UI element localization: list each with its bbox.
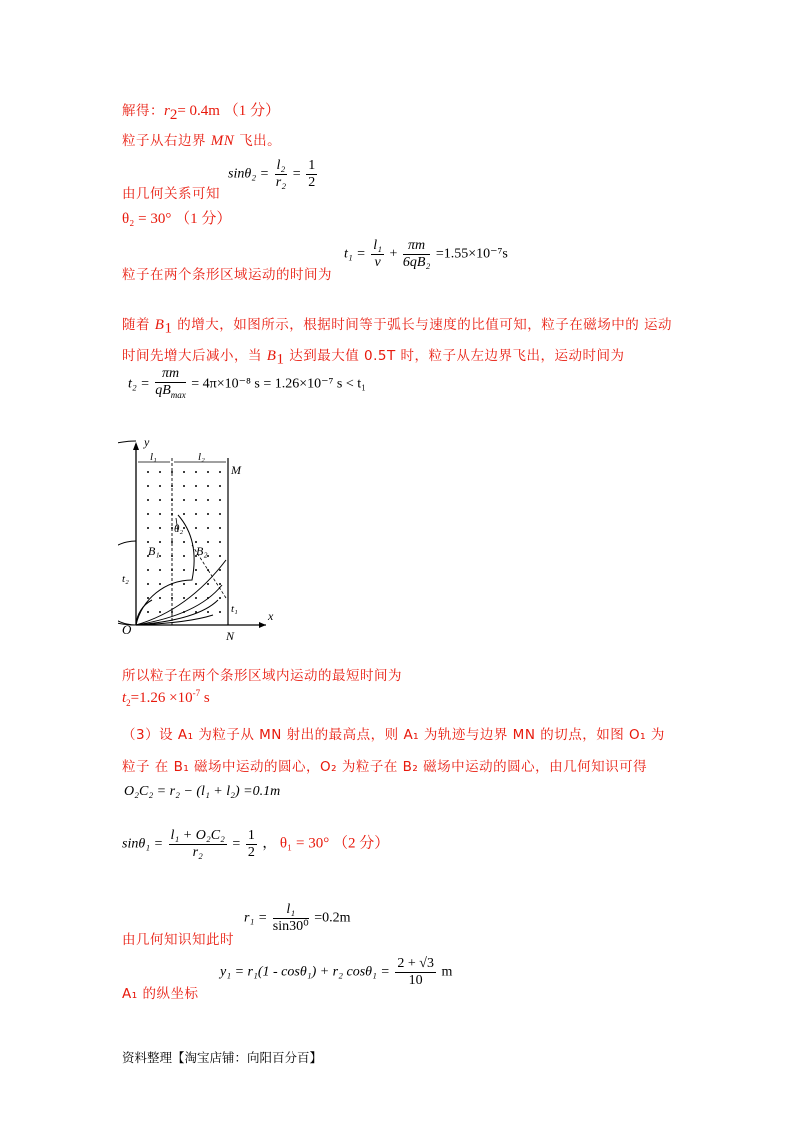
label-l2: l₂ bbox=[198, 451, 205, 463]
label-y: y bbox=[144, 435, 150, 449]
field-dot bbox=[183, 583, 185, 585]
field-dot bbox=[207, 583, 209, 585]
field-dot bbox=[171, 541, 173, 543]
field-dot bbox=[195, 597, 197, 599]
field-dot bbox=[159, 583, 161, 585]
y-axis-arrow bbox=[133, 442, 139, 450]
field-dot bbox=[207, 611, 209, 613]
field-dot bbox=[207, 499, 209, 501]
field-dot bbox=[147, 583, 149, 585]
label-t2: t₂ bbox=[122, 573, 129, 585]
field-dot bbox=[207, 485, 209, 487]
field-dot bbox=[183, 485, 185, 487]
a1-label: A₁ 的纵坐标 bbox=[122, 986, 199, 1002]
field-dot bbox=[195, 471, 197, 473]
field-dot bbox=[207, 541, 209, 543]
min-time-label: 所以粒子在两个条形区域内运动的最短时间为 bbox=[122, 668, 402, 684]
equation-r1: r₁ = $\frac{\text{l₁}}{\text{sin30⁰}}$ =0.2m bbox=[244, 902, 351, 934]
field-dot bbox=[159, 541, 161, 543]
field-dot bbox=[159, 499, 161, 501]
field-dot bbox=[195, 485, 197, 487]
field-dot bbox=[195, 513, 197, 515]
label-b2: B₂ bbox=[196, 544, 208, 558]
field-dot bbox=[183, 471, 185, 473]
field-dot bbox=[195, 569, 197, 571]
field-dot bbox=[147, 471, 149, 473]
field-dot bbox=[159, 611, 161, 613]
footer-text: 资料整理【淘宝店铺：向阳百分百】 bbox=[122, 1050, 323, 1065]
field-dot bbox=[219, 569, 221, 571]
field-dot bbox=[195, 499, 197, 501]
field-dot bbox=[171, 611, 173, 613]
field-dot bbox=[219, 485, 221, 487]
x-axis-arrow bbox=[259, 622, 266, 628]
geometry-label-2: 由几何知识知此时 bbox=[122, 932, 234, 948]
equation-t2: t₂ = $\frac{\pi m}{qB_{max}}$ = 4π×10⁻⁸ s = 1.26×10⁻⁷ s < t₁ bbox=[128, 366, 367, 400]
field-dot bbox=[147, 541, 149, 543]
paragraph-3-line2: 粒子 在 B₁ 磁场中运动的圆心，O₂ 为粒子在 B₂ 磁场中运动的圆心，由几何知识可得 bbox=[122, 759, 648, 775]
label-n: N bbox=[226, 629, 235, 643]
label-x: x bbox=[268, 609, 274, 623]
theta2-result: θ₂ = 30° （1 分） bbox=[122, 211, 232, 227]
field-dot bbox=[159, 471, 161, 473]
field-dot bbox=[147, 499, 149, 501]
field-dot bbox=[219, 527, 221, 529]
equation-t1: t₁ = $\frac{\text{l₁}}{v}$ + $\frac{\pi m}{\text{6qB₂}}$ =1.55×10⁻⁷s bbox=[344, 238, 508, 270]
label-t1: t₁ bbox=[231, 603, 238, 615]
field-dot bbox=[207, 471, 209, 473]
field-dot bbox=[183, 555, 185, 557]
field-dot bbox=[219, 611, 221, 613]
equation-o2c2: O₂C₂ = r₂ − (l₁ + l₂) =0.1m bbox=[124, 784, 281, 799]
paragraph-b1-line2: 时间先增大后减小，当 $B_1$ 达到最大值 0.5T 时，粒子从左边界飞出，运动时间为 bbox=[122, 348, 625, 368]
field-dot bbox=[171, 471, 173, 473]
field-dot bbox=[147, 597, 149, 599]
field-dot bbox=[195, 527, 197, 529]
label-b1: B₁ bbox=[148, 544, 160, 558]
field-dot bbox=[147, 485, 149, 487]
field-dot bbox=[219, 471, 221, 473]
field-dot bbox=[159, 485, 161, 487]
field-dot bbox=[183, 569, 185, 571]
field-dot bbox=[147, 569, 149, 571]
field-dot bbox=[159, 569, 161, 571]
field-dot bbox=[183, 499, 185, 501]
field-dot bbox=[159, 527, 161, 529]
field-dot bbox=[147, 513, 149, 515]
field-dot bbox=[219, 583, 221, 585]
geometry-label: 由几何关系可知 bbox=[122, 186, 220, 202]
paragraph-b1-line1: 随着 $B_1$ 的增大，如图所示，根据时间等于弧长与速度的比值可知，粒子在磁场中的 运动 bbox=[122, 317, 673, 337]
field-dot bbox=[159, 597, 161, 599]
field-dot bbox=[147, 527, 149, 529]
label-origin: O bbox=[122, 622, 132, 637]
field-dot bbox=[195, 583, 197, 585]
equation-sin-theta2: sinθ₂ = $\frac{\text{l₂}}{\text{r₂}}$ = $\frac{1}{2}$ bbox=[228, 158, 316, 190]
field-dot bbox=[183, 597, 185, 599]
equation-y1: y₁ = r₁(1 - cosθ₁) + r₂ cosθ₁ = $\frac{2 + √3}{10}$ m bbox=[220, 956, 453, 988]
field-dot bbox=[219, 541, 221, 543]
label-theta2: θ₂ bbox=[174, 523, 184, 535]
field-dot bbox=[219, 597, 221, 599]
field-dot bbox=[195, 541, 197, 543]
field-dot bbox=[183, 513, 185, 515]
trajectory-figure bbox=[118, 420, 278, 648]
label-l1: l₁ bbox=[150, 451, 157, 463]
field-dot bbox=[159, 513, 161, 515]
field-dot bbox=[219, 513, 221, 515]
time-label: 粒子在两个条形区域运动的时间为 bbox=[122, 267, 332, 283]
field-dot bbox=[183, 541, 185, 543]
field-dot bbox=[219, 555, 221, 557]
field-dot bbox=[207, 513, 209, 515]
result-r2: 解得：$r_2= 0.4m$ （1 分） bbox=[122, 103, 280, 124]
equation-sin-theta1: sinθ₁ = $\frac{\text{l₁ + O₂C₂}}{\text{r₂}}$ = $\frac{1}{2}$ ， θ₁ = 30° （2 分） bbox=[122, 828, 390, 860]
field-dot bbox=[147, 611, 149, 613]
exit-boundary-text: 粒子从右边界 MN 飞出。 bbox=[122, 133, 282, 149]
field-dot bbox=[207, 527, 209, 529]
paragraph-3-line1: （3）设 A₁ 为粒子从 MN 射出的最高点，则 A₁ 为轨迹与边界 MN 的切点，如图 O₁ 为 bbox=[122, 727, 665, 743]
label-m: M bbox=[231, 463, 241, 477]
field-dot bbox=[219, 499, 221, 501]
field-dot bbox=[183, 527, 185, 529]
min-time-value: $t_2=1.26 \times 10^{-7}$ s bbox=[122, 688, 210, 708]
